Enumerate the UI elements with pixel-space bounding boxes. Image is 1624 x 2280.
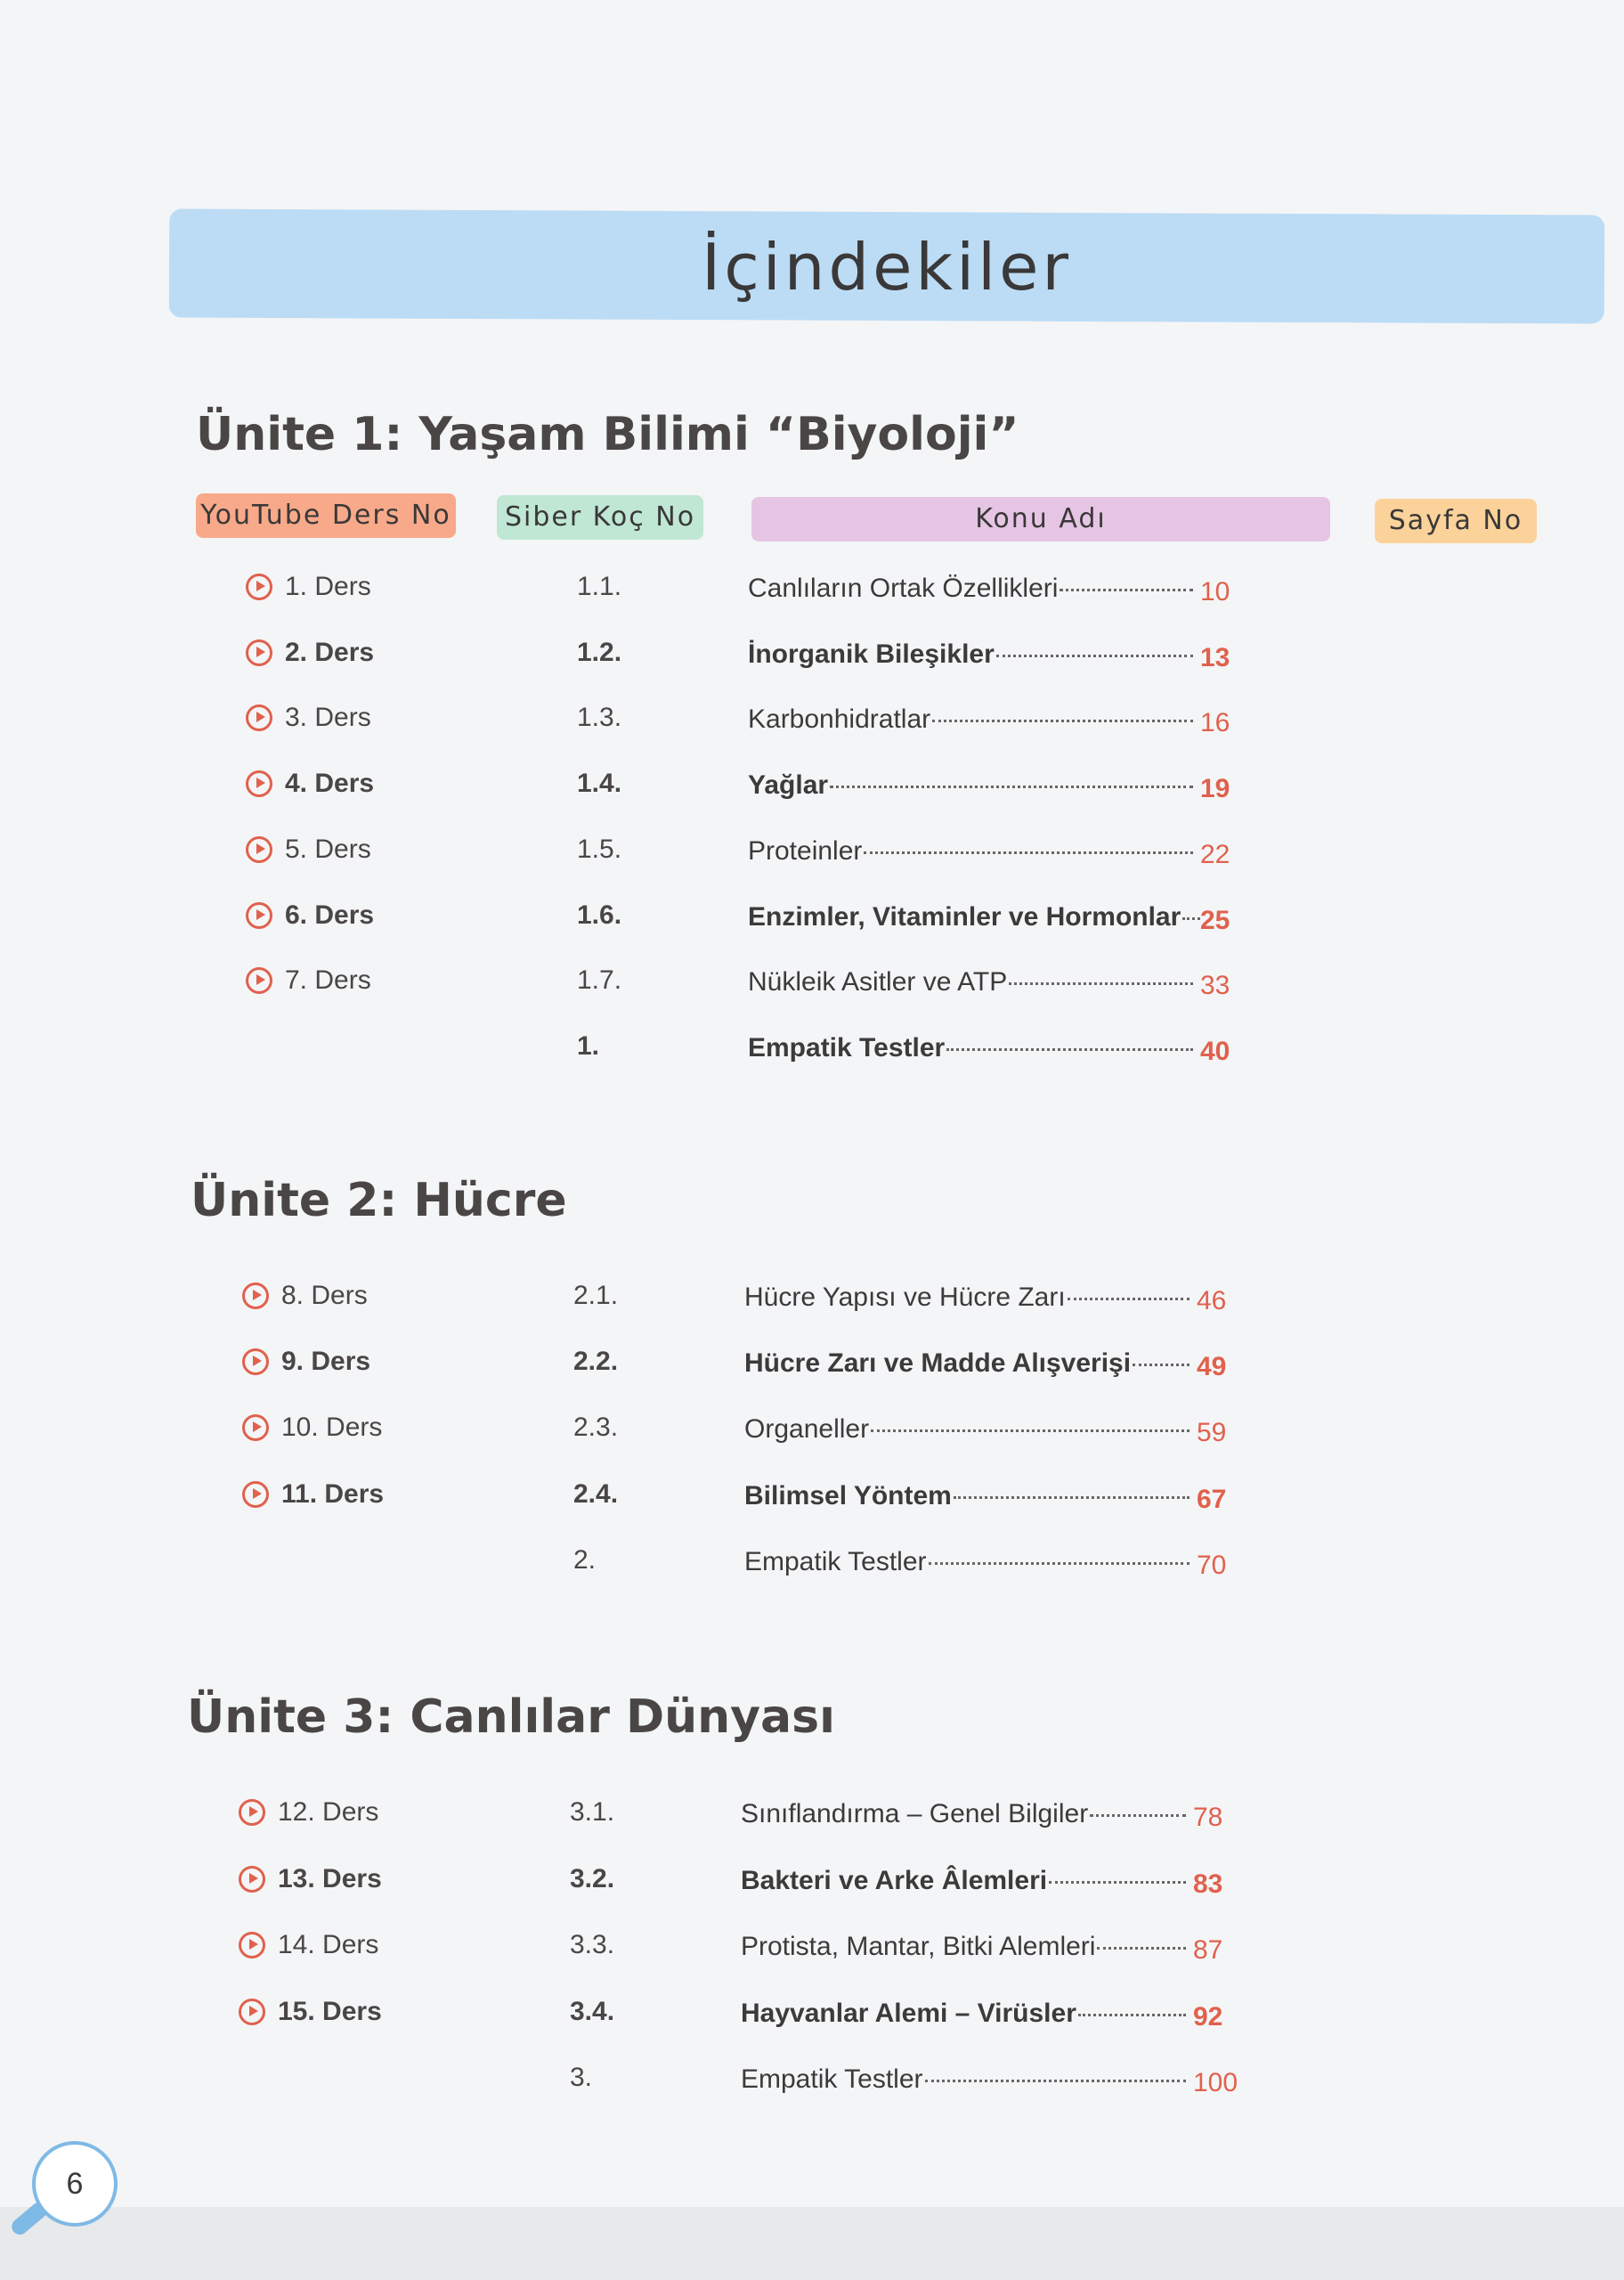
topic [741, 1866, 1186, 1905]
youtube-lesson[interactable] [239, 1997, 382, 2027]
dot-leader [830, 786, 1193, 788]
lesson-label: 15. Ders [278, 1996, 382, 2026]
play-icon [239, 1932, 265, 1958]
topic-name: Hücre Yapısı ve Hücre Zarı [744, 1282, 1066, 1312]
dot-leader [1049, 1881, 1186, 1884]
play-icon [242, 1348, 269, 1375]
play-icon [246, 574, 272, 600]
topic [748, 967, 1193, 1006]
toc-row[interactable] [242, 1476, 1489, 1520]
topic-name: Canlıların Ortak Özellikleri [748, 574, 1059, 603]
unit-title: Ünite 3: Canlılar Dünyası [187, 1690, 835, 1744]
lesson-label: 4. Ders [285, 769, 375, 799]
toc-row[interactable] [242, 1277, 1489, 1322]
dot-leader [946, 1048, 1193, 1051]
page-number: 16 [1200, 708, 1230, 738]
siber-koc-number: 2.1. [573, 1281, 619, 1310]
header-siber: Siber Koç No [497, 495, 703, 540]
dot-leader [1060, 589, 1193, 591]
page-number: 46 [1197, 1286, 1227, 1315]
dot-leader [1009, 982, 1193, 985]
toc-row[interactable] [239, 1993, 1485, 2038]
toc-row[interactable] [246, 897, 1492, 941]
topic-name: Yağlar [748, 770, 829, 801]
siber-koc-number: 1.2. [577, 637, 622, 667]
siber-koc-number: 1.4. [577, 769, 622, 799]
topic [748, 770, 1193, 810]
siber-koc-number: 3.1. [570, 1797, 615, 1827]
header-konu: Konu Adı [751, 497, 1330, 542]
siber-koc-number: 3.4. [570, 1996, 615, 2026]
play-icon [242, 1282, 269, 1309]
topic-name: Bilimsel Yöntem [744, 1480, 952, 1510]
topic [748, 574, 1193, 613]
page-number: 92 [1193, 2001, 1223, 2032]
topic-name: Protista, Mantar, Bitki Alemleri [741, 1932, 1096, 1961]
lesson-label: 11. Ders [281, 1478, 385, 1509]
play-icon [239, 1999, 265, 2025]
toc-row[interactable] [242, 1542, 1489, 1586]
page-bottom-strip [0, 2207, 1624, 2280]
play-icon [239, 1799, 265, 1826]
topic [741, 2064, 1186, 2104]
dot-leader [871, 1429, 1190, 1432]
header-youtube: YouTube Ders No [196, 493, 456, 538]
dot-leader [1133, 1364, 1190, 1366]
page-number: 83 [1193, 1869, 1223, 1899]
toc-row[interactable] [242, 1409, 1489, 1454]
topic-name: Karbonhidratlar [748, 704, 931, 735]
toc-row[interactable] [246, 1028, 1492, 1072]
play-icon [246, 770, 272, 797]
siber-koc-number: 2.3. [573, 1413, 619, 1443]
youtube-lesson[interactable] [242, 1413, 382, 1443]
play-icon [246, 967, 272, 994]
siber-koc-number: 1.1. [577, 572, 622, 601]
lesson-label: 8. Ders [281, 1281, 368, 1310]
page-number: 100 [1193, 2068, 1238, 2097]
dot-leader [1078, 2014, 1186, 2016]
page-number: 25 [1200, 905, 1230, 935]
dot-leader [929, 1562, 1190, 1565]
page-number-badge: 6 [32, 2141, 118, 2227]
toc-row[interactable] [239, 1794, 1485, 1838]
lesson-label: 14. Ders [278, 1930, 379, 1959]
topic [744, 1348, 1190, 1388]
lesson-label: 2. Ders [285, 637, 375, 667]
topic-name: Enzimler, Vitaminler ve Hormonlar [748, 901, 1181, 932]
dot-leader [1090, 1814, 1186, 1817]
dot-leader [925, 2080, 1186, 2082]
dot-leader [932, 720, 1193, 722]
play-icon [242, 1481, 269, 1508]
topic [748, 704, 1193, 744]
topic-name: Hayvanlar Alemi – Virüsler [741, 1998, 1076, 2028]
toc-row[interactable] [239, 1926, 1485, 1971]
topic [744, 1282, 1190, 1322]
dot-leader [1068, 1298, 1190, 1300]
topic [744, 1481, 1190, 1520]
siber-koc-number: 1.3. [577, 703, 622, 733]
youtube-lesson[interactable] [246, 900, 374, 931]
topic-name: Empatik Testler [741, 2064, 923, 2094]
page-number: 70 [1197, 1550, 1227, 1580]
siber-koc-number: 3.3. [570, 1930, 615, 1959]
page-number: 13 [1200, 642, 1230, 672]
youtube-lesson[interactable] [239, 1930, 378, 1960]
toc-row[interactable] [239, 1861, 1485, 1905]
toc-row[interactable] [242, 1343, 1489, 1388]
play-icon [246, 704, 272, 731]
toc-row[interactable] [246, 634, 1492, 679]
page-title: İçindekiler [701, 230, 1073, 305]
youtube-lesson[interactable] [246, 572, 371, 602]
topic [748, 836, 1193, 875]
youtube-lesson[interactable] [246, 835, 371, 865]
topic [748, 1033, 1193, 1072]
topic [748, 639, 1193, 679]
lesson-label: 7. Ders [285, 965, 371, 996]
topic-name: Empatik Testler [748, 1032, 946, 1063]
siber-koc-number: 1.7. [577, 965, 622, 996]
youtube-lesson[interactable] [239, 1864, 382, 1894]
toc-row[interactable] [246, 765, 1492, 810]
lesson-label: 3. Ders [285, 703, 371, 733]
siber-koc-number: 2. [573, 1544, 597, 1575]
youtube-lesson[interactable] [242, 1281, 368, 1311]
topic-name: Organeller [744, 1414, 870, 1445]
lesson-label: 5. Ders [285, 834, 371, 864]
page-number: 19 [1200, 774, 1230, 804]
youtube-lesson[interactable] [246, 965, 371, 996]
topic-name: Empatik Testler [744, 1546, 927, 1576]
siber-koc-number: 3.2. [570, 1863, 615, 1893]
lesson-label: 12. Ders [278, 1797, 379, 1827]
dot-leader [1182, 917, 1200, 920]
siber-koc-number: 3. [570, 2063, 593, 2092]
play-icon [242, 1414, 269, 1441]
siber-koc-number: 2.4. [573, 1478, 619, 1509]
lesson-label: 13. Ders [278, 1863, 382, 1893]
topic-name: Nükleik Asitler ve ATP [748, 967, 1008, 998]
toc-row[interactable] [246, 831, 1492, 875]
siber-koc-number: 2.2. [573, 1347, 619, 1377]
topic [744, 1414, 1190, 1454]
dot-leader [954, 1496, 1190, 1499]
page-number: 49 [1197, 1352, 1227, 1382]
youtube-lesson[interactable] [246, 638, 374, 668]
play-icon [246, 639, 272, 666]
lesson-label: 6. Ders [285, 900, 375, 930]
youtube-lesson[interactable] [242, 1347, 370, 1377]
topic-name: İnorganik Bileşikler [748, 639, 995, 669]
play-icon [246, 902, 272, 929]
page-number: 33 [1200, 971, 1230, 1001]
lesson-label: 9. Ders [281, 1347, 371, 1377]
topic-name: Hücre Zarı ve Madde Alışverişi [744, 1348, 1132, 1379]
topic-name: Sınıflandırma – Genel Bilgiler [741, 1799, 1089, 1828]
toc-row[interactable] [246, 962, 1492, 1006]
topic [748, 902, 1193, 941]
page-number: 67 [1197, 1484, 1227, 1514]
page-number: 87 [1193, 1935, 1223, 1965]
topic [741, 1999, 1186, 2038]
page-number: 40 [1200, 1036, 1230, 1066]
unit-title: Ünite 1: Yaşam Bilimi “Biyoloji” [196, 408, 1019, 461]
play-icon [239, 1866, 265, 1893]
youtube-lesson[interactable] [246, 769, 374, 799]
toc-row[interactable] [246, 699, 1492, 744]
dot-leader [864, 851, 1193, 854]
page-number: 78 [1193, 1803, 1223, 1832]
page-number: 22 [1200, 839, 1230, 869]
youtube-lesson[interactable] [239, 1797, 378, 1828]
topic [741, 1799, 1186, 1838]
topic [741, 1932, 1186, 1971]
dot-leader [996, 655, 1193, 657]
dot-leader [1097, 1947, 1186, 1950]
siber-koc-number: 1.5. [577, 834, 622, 864]
lesson-label: 10. Ders [281, 1413, 383, 1443]
toc-row[interactable] [239, 2059, 1485, 2104]
topic-name: Bakteri ve Arke Âlemleri [741, 1865, 1048, 1895]
header-sayfa: Sayfa No [1375, 499, 1537, 543]
page-number: 59 [1197, 1418, 1227, 1448]
play-icon [246, 836, 272, 863]
siber-koc-number: 1.6. [577, 900, 622, 930]
topic [744, 1547, 1190, 1586]
page-number: 10 [1200, 577, 1230, 607]
lesson-label: 1. Ders [285, 572, 371, 601]
unit-title: Ünite 2: Hücre [191, 1174, 567, 1227]
youtube-lesson[interactable] [242, 1479, 384, 1510]
topic-name: Proteinler [748, 835, 863, 866]
toc-row[interactable] [246, 568, 1492, 613]
youtube-lesson[interactable] [246, 703, 371, 733]
siber-koc-number: 1. [577, 1030, 600, 1061]
